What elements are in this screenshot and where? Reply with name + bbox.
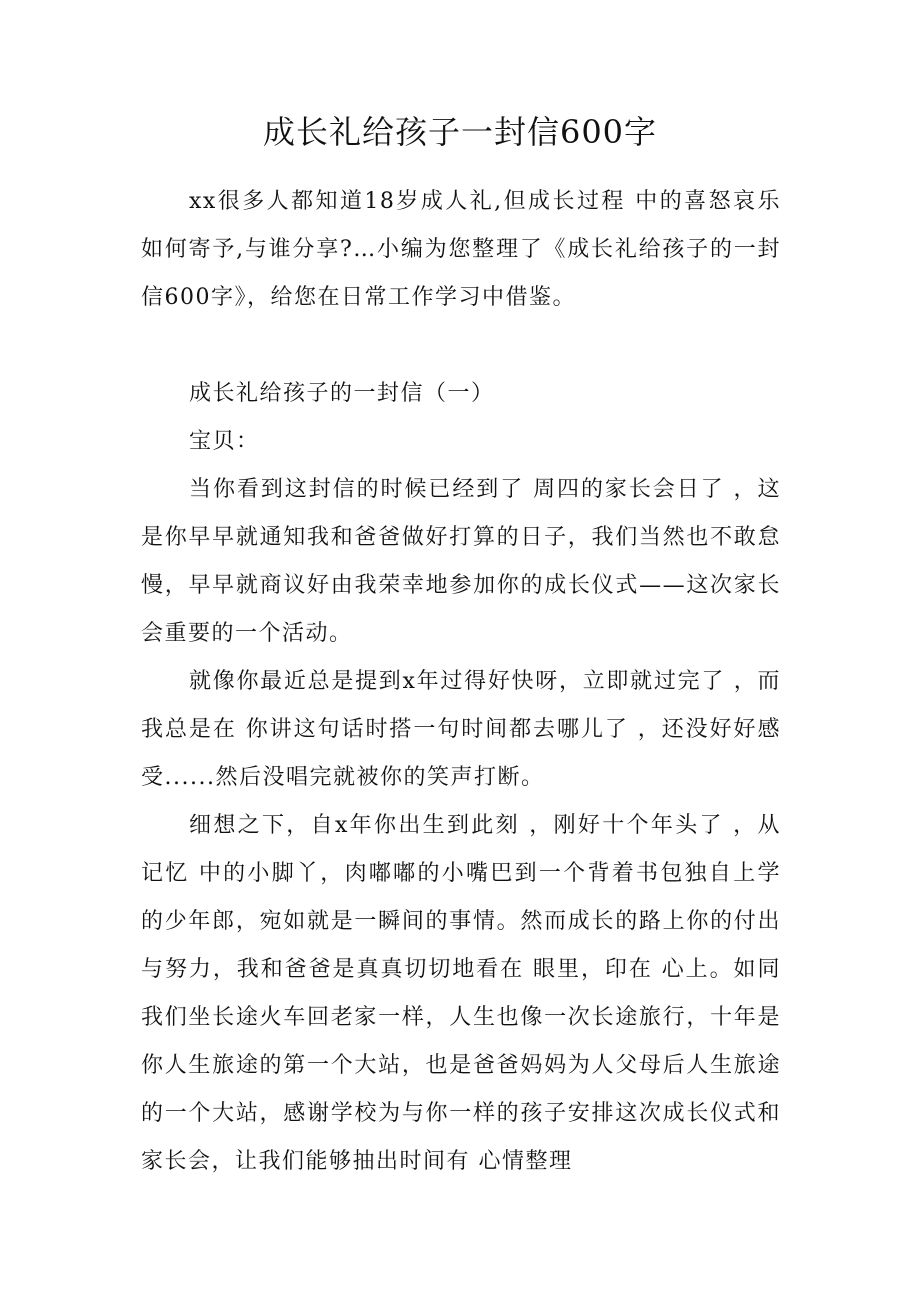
section-heading: 成长礼给孩子的一封信（一） bbox=[189, 381, 495, 406]
body-paragraph-3: 细想之下，自x年你出生到此刻 ，刚好十个年头了 ，从记忆 中的小脚丫，肉嘟嘟的小嘴巴到一个背着书包独自上学的少年郎，宛如就是一瞬间的事情。然而成长的路上你的付出与努力，我和爸爸是真真切切地看在 眼里，印在 心上。如同我们坐长途火车回老家一样，人生也像一次长途旅行，十年是你人生旅途的第一个大站，也是爸爸妈妈为人父母后人生旅途的一个大站，感谢学校为与你一样的孩子安排这次成长仪式和家长会，让我们能够抽出时间有 心情整理 bbox=[141, 813, 781, 1174]
document-body bbox=[141, 178, 781, 1186]
blank-line bbox=[141, 322, 781, 370]
salutation: 宝贝： bbox=[189, 429, 260, 454]
body-paragraph-1: 当你看到这封信的时候已经到了 周四的家长会日了 ，这是你早早就通知我和爸爸做好打算的日子，我们当然也不敢怠慢，早早就商议好由我荣幸地参加你的成长仪式——这次家长会重要的一个活动。 bbox=[141, 477, 781, 646]
document-title: 成长礼给孩子一封信600字 bbox=[262, 113, 658, 151]
body-paragraph-2: 就像你最近总是提到x年过得好快呀，立即就过完了 ，而我总是在 你讲这句话时搭一句时间都去哪儿了 ，还没好好感受......然后没唱完就被你的笑声打断。 bbox=[141, 669, 781, 790]
intro-paragraph: xx很多人都知道18岁成人礼,但成长过程 中的喜怒哀乐如何寄予,与谁分享?…小编为您整理了《成长礼给孩子的一封信600字》，给您在日常工作学习中借鉴。 bbox=[141, 189, 781, 310]
